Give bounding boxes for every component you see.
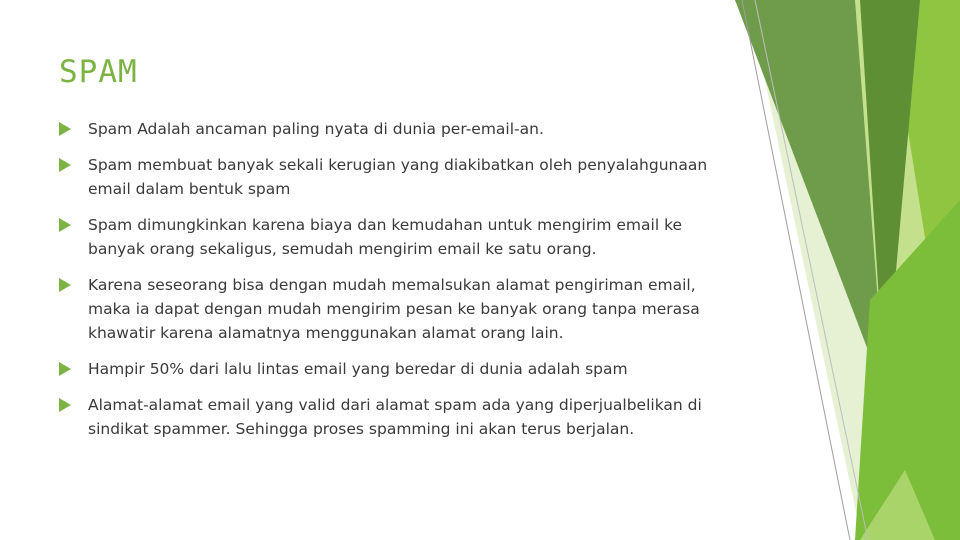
bullet-item <box>58 357 728 381</box>
triangle-right-icon <box>58 218 72 232</box>
bullet-item <box>58 153 728 201</box>
bullet-text: Hampir 50% dari lalu lintas email yang beredar di dunia adalah spam <box>88 360 628 378</box>
triangle-right-icon <box>58 278 72 292</box>
triangle-right-icon <box>58 398 72 412</box>
bullet-text: Alamat-alamat email yang valid dari alamat spam ada yang diperjualbelikan di sindikat spammer. Sehingga proses spamming ini akan terus berjalan. <box>88 396 702 438</box>
bullet-text: Spam Adalah ancaman paling nyata di dunia per-email-an. <box>88 120 544 138</box>
bullet-text: Spam membuat banyak sekali kerugian yang diakibatkan oleh penyalahgunaan email dalam bentuk spam <box>88 156 708 198</box>
slide-title: SPAM <box>59 54 138 90</box>
triangle-right-icon <box>58 122 72 136</box>
bullet-text: Karena seseorang bisa dengan mudah memalsukan alamat pengiriman email, maka ia dapat dengan mudah mengirim pesan ke banyak orang tanpa merasa khawatir karena alamatnya menggunakan alamat orang lain. <box>88 276 700 342</box>
bullet-list <box>58 117 728 453</box>
bullet-item <box>58 273 728 345</box>
triangle-right-icon <box>58 158 72 172</box>
bullet-item <box>58 117 728 141</box>
bullet-text: Spam dimungkinkan karena biaya dan kemudahan untuk mengirim email ke banyak orang sekaligus, semudah mengirim email ke satu orang. <box>88 216 683 258</box>
triangle-right-icon <box>58 362 72 376</box>
bullet-item <box>58 213 728 261</box>
bullet-item <box>58 393 728 441</box>
